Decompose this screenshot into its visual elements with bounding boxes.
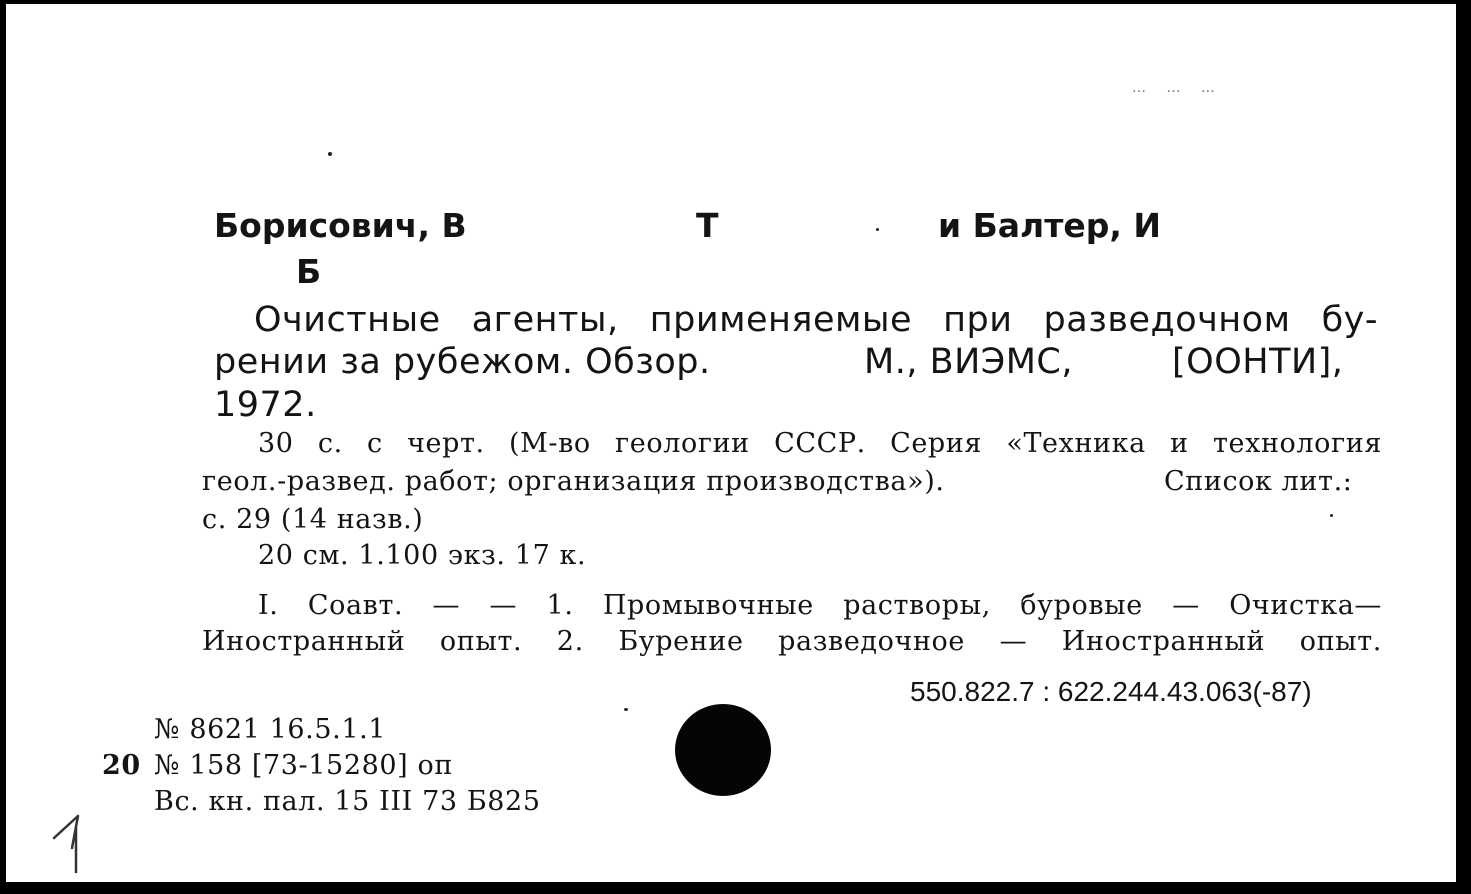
description-line-3: с. 29 (14 назв.) (202, 504, 424, 535)
description-line-1: 30 с. с черт. (М-во геологии СССР. Серия «Техника и технология (258, 428, 1382, 459)
subject-line-2: Иностранный опыт. 2. Бурение разведочное — Иностранный опыт. (202, 626, 1382, 657)
description-line-2: геол.-развед. работ; организация производства»). (202, 466, 945, 497)
publisher-place: М., ВИЭМС, (864, 342, 1073, 382)
dust-speck (876, 228, 879, 231)
middle-letter: Т (696, 206, 719, 245)
bibliography-label: Список лит.: (1164, 466, 1353, 497)
publication-year: 1972. (214, 385, 317, 425)
punch-hole (675, 704, 771, 796)
registry-line-2: № 158 [73-15280] оп (154, 750, 453, 781)
subject-line-1: I. Соавт. — — 1. Промывочные растворы, буровые — Очистка— (258, 590, 1382, 621)
author-1-initial: Б (296, 252, 322, 291)
pencil-mark-one (48, 810, 92, 874)
title-line-1: Очистные агенты, применяемые при разведочном бу- (254, 300, 1378, 340)
author-1: Борисович, В (214, 206, 467, 245)
author-2: и Балтер, И (938, 206, 1161, 245)
catalog-card (6, 4, 1456, 882)
description-line-4: 20 см. 1.100 экз. 17 к. (258, 540, 587, 571)
faint-stamp: … … … (1132, 80, 1223, 96)
dust-speck (328, 152, 332, 156)
registry-line-1: № 8621 16.5.1.1 (154, 714, 387, 745)
dust-speck (624, 708, 628, 711)
title-line-2: рении за рубежом. Обзор. (214, 342, 711, 382)
registry-prefix: 20 (102, 750, 141, 781)
udc-code: 550.822.7 : 622.244.43.063(-87) (910, 676, 1312, 707)
registry-line-3: Вс. кн. пал. 15 III 73 Б825 (154, 786, 541, 817)
publisher-org: [ООНТИ], (1172, 342, 1344, 382)
dust-speck (1330, 514, 1333, 517)
